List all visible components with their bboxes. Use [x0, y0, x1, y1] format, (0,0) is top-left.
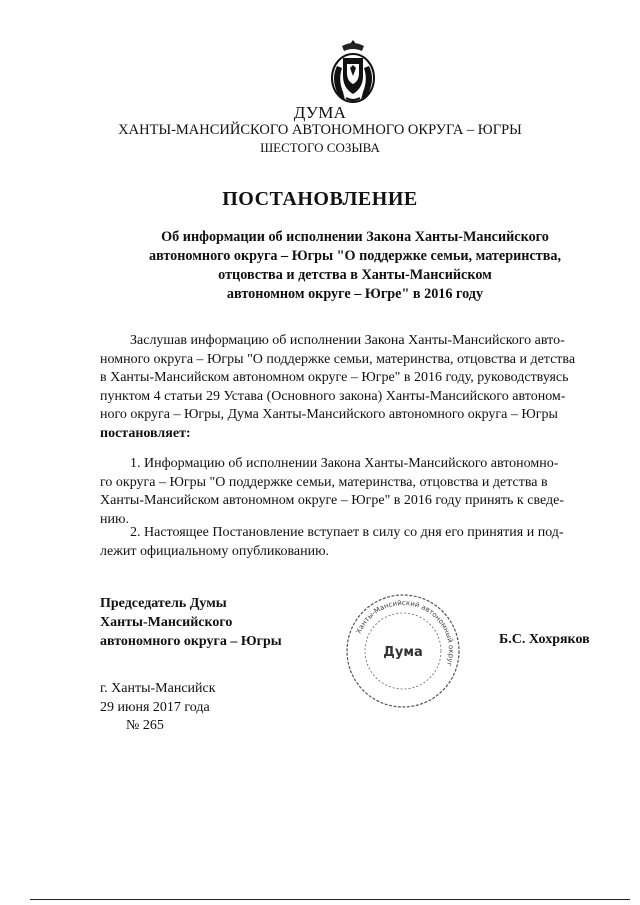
- title-line: автономном округе – Югре" в 2016 году: [226, 286, 484, 302]
- city: г. Ханты-Мансийск: [100, 681, 216, 696]
- paragraph-line: ного округа – Югры, Дума Ханты-Мансийского автономного округа – Югры: [100, 407, 558, 422]
- paragraph-line: лежит официальному опубликованию.: [100, 543, 330, 559]
- paragraph-line: 1. Информацию об исполнении Закона Ханты-Мансийского автономно-: [130, 456, 559, 471]
- org-name: ДУМА: [293, 103, 347, 122]
- signer-position-line: Ханты-Мансийского: [100, 615, 233, 630]
- paragraph-line: Ханты-Мансийском автономном округе – Югре" в 2016 году принять к сведе-: [100, 493, 564, 508]
- paragraph-line: пунктом 4 статьи 29 Устава (Основного закона) Ханты-Мансийского автоном-: [100, 388, 566, 404]
- signer-name: Б.С. Хохряков: [499, 632, 590, 647]
- paragraph-line: Заслушав информацию об исполнении Закона Ханты-Мансийского авто-: [130, 333, 565, 348]
- paragraph-line: 2. Настоящее Постановление вступает в силу со дня его принятия и под-: [130, 525, 564, 540]
- signer-position: [100, 594, 282, 651]
- coat-of-arms-emblem: [328, 38, 378, 104]
- signer-position-line: автономного округа – Югры: [100, 634, 282, 649]
- document-title: [120, 228, 590, 304]
- item-2-paragraph: [100, 524, 600, 561]
- document-number: № 265: [126, 718, 164, 733]
- resolves-word: постановляет:: [100, 425, 191, 441]
- paragraph-line: в Ханты-Мансийском автономном округе – Югре" в 2016 году, руководствуясь: [100, 370, 569, 385]
- svg-text:Дума: Дума: [383, 645, 423, 660]
- region-name: ХАНТЫ-МАНСИЙСКОГО АВТОНОМНОГО ОКРУГА – ЮГРЫ: [118, 122, 522, 138]
- convocation: ШЕСТОГО СОЗЫВА: [260, 140, 380, 155]
- date: 29 июня 2017 года: [100, 699, 210, 715]
- signer-position-line: Председатель Думы: [100, 596, 227, 611]
- item-1-paragraph: [100, 455, 600, 529]
- intro-paragraph: [100, 332, 600, 443]
- document-type: ПОСТАНОВЛЕНИЕ: [222, 188, 418, 210]
- title-line: отцовства и детства в Ханты-Мансийском: [218, 267, 492, 283]
- place-date-number: [100, 680, 216, 736]
- bottom-rule: [30, 899, 630, 900]
- title-line: Об информации об исполнении Закона Ханты-Мансийского: [161, 229, 549, 245]
- paragraph-line: го округа – Югры "О поддержке семьи, материнства, отцовства и детства в: [100, 474, 548, 490]
- svg-text:Ханты-Мансийский автономный ок: Ханты-Мансийский автономный округ: [354, 598, 456, 668]
- paragraph-line: номного округа – Югры "О поддержке семьи, материнства, отцовства и детства: [100, 351, 576, 367]
- paragraph-line: нию.: [100, 511, 129, 527]
- official-seal-stamp: [344, 592, 462, 710]
- title-line: автономного округа – Югры "О поддержке семьи, материнства,: [148, 248, 562, 264]
